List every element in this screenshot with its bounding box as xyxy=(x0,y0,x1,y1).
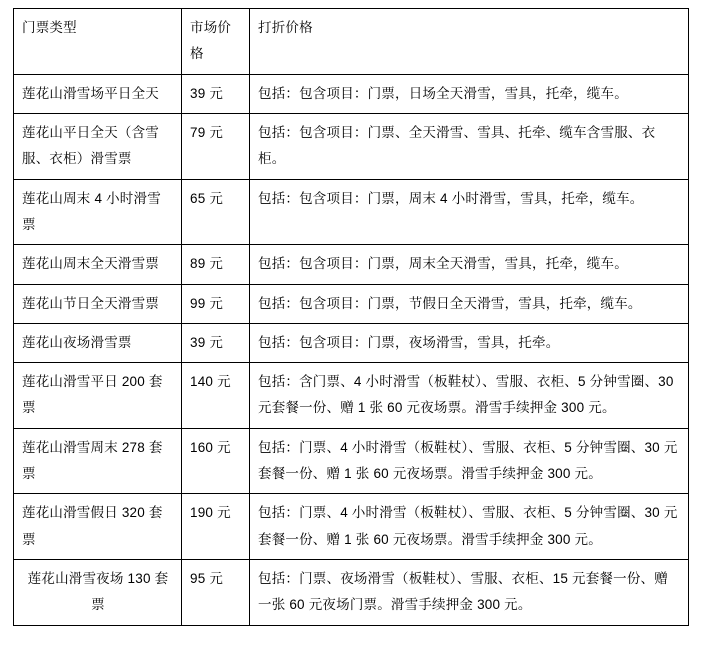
discount-detail-cell: 包括：包含项目：门票，周末全天滑雪，雪具，托牵，缆车。 xyxy=(250,245,689,284)
ticket-type-cell: 莲花山平日全天（含雪服、衣柜）滑雪票 xyxy=(14,113,182,179)
market-price-cell: 39 元 xyxy=(182,323,250,362)
market-price-cell: 190 元 xyxy=(182,494,250,560)
ticket-type-cell: 莲花山节日全天滑雪票 xyxy=(14,284,182,323)
table-body xyxy=(14,9,689,626)
table-row xyxy=(14,113,689,179)
market-price-cell: 79 元 xyxy=(182,113,250,179)
discount-detail-cell: 包括：包含项目：门票，周末 4 小时滑雪，雪具，托牵，缆车。 xyxy=(250,179,689,245)
market-price-cell: 140 元 xyxy=(182,363,250,429)
discount-detail-cell: 包括：包含项目：门票，节假日全天滑雪，雪具，托牵，缆车。 xyxy=(250,284,689,323)
table-row xyxy=(14,179,689,245)
discount-detail-cell: 包括：包含项目：门票、全天滑雪、雪具、托牵、缆车含雪服、衣柜。 xyxy=(250,113,689,179)
table-row xyxy=(14,428,689,494)
ticket-type-cell: 莲花山滑雪假日 320 套票 xyxy=(14,494,182,560)
discount-detail-cell: 包括：门票、夜场滑雪（板鞋杖）、雪服、衣柜、15 元套餐一份、赠一张 60 元夜场门票。滑雪手续押金 300 元。 xyxy=(250,560,689,626)
market-price-cell: 99 元 xyxy=(182,284,250,323)
ticket-price-table xyxy=(13,8,689,626)
market-price-cell: 89 元 xyxy=(182,245,250,284)
table-header-row xyxy=(14,9,689,75)
discount-detail-cell: 包括：门票、4 小时滑雪（板鞋杖）、雪服、衣柜、5 分钟雪圈、30 元套餐一份、赠 1 张 60 元夜场票。滑雪手续押金 300 元。 xyxy=(250,494,689,560)
ticket-type-cell: 莲花山滑雪周末 278 套票 xyxy=(14,428,182,494)
market-price-cell: 95 元 xyxy=(182,560,250,626)
table-row xyxy=(14,245,689,284)
ticket-type-cell: 莲花山周末全天滑雪票 xyxy=(14,245,182,284)
discount-detail-cell: 包括：包含项目：门票，日场全天滑雪，雪具，托牵，缆车。 xyxy=(250,74,689,113)
table-row xyxy=(14,363,689,429)
ticket-type-cell: 莲花山滑雪场平日全天 xyxy=(14,74,182,113)
ticket-type-cell: 莲花山周末 4 小时滑雪票 xyxy=(14,179,182,245)
table-row xyxy=(14,284,689,323)
market-price-cell: 65 元 xyxy=(182,179,250,245)
column-header-market-price: 市场价格 xyxy=(182,9,250,75)
table-row xyxy=(14,494,689,560)
discount-detail-cell: 包括：包含项目：门票，夜场滑雪，雪具，托牵。 xyxy=(250,323,689,362)
ticket-type-cell: 莲花山夜场滑雪票 xyxy=(14,323,182,362)
ticket-type-cell: 莲花山滑雪夜场 130 套票 xyxy=(14,560,182,626)
discount-detail-cell: 包括：含门票、4 小时滑雪（板鞋杖）、雪服、衣柜、5 分钟雪圈、30 元套餐一份、赠 1 张 60 元夜场票。滑雪手续押金 300 元。 xyxy=(250,363,689,429)
price-table-container xyxy=(13,8,688,626)
market-price-cell: 39 元 xyxy=(182,74,250,113)
column-header-discount-price: 打折价格 xyxy=(250,9,689,75)
table-row xyxy=(14,74,689,113)
table-row xyxy=(14,323,689,362)
table-row xyxy=(14,560,689,626)
ticket-type-cell: 莲花山滑雪平日 200 套票 xyxy=(14,363,182,429)
market-price-cell: 160 元 xyxy=(182,428,250,494)
discount-detail-cell: 包括：门票、4 小时滑雪（板鞋杖）、雪服、衣柜、5 分钟雪圈、30 元套餐一份、赠 1 张 60 元夜场票。滑雪手续押金 300 元。 xyxy=(250,428,689,494)
column-header-ticket-type: 门票类型 xyxy=(14,9,182,75)
